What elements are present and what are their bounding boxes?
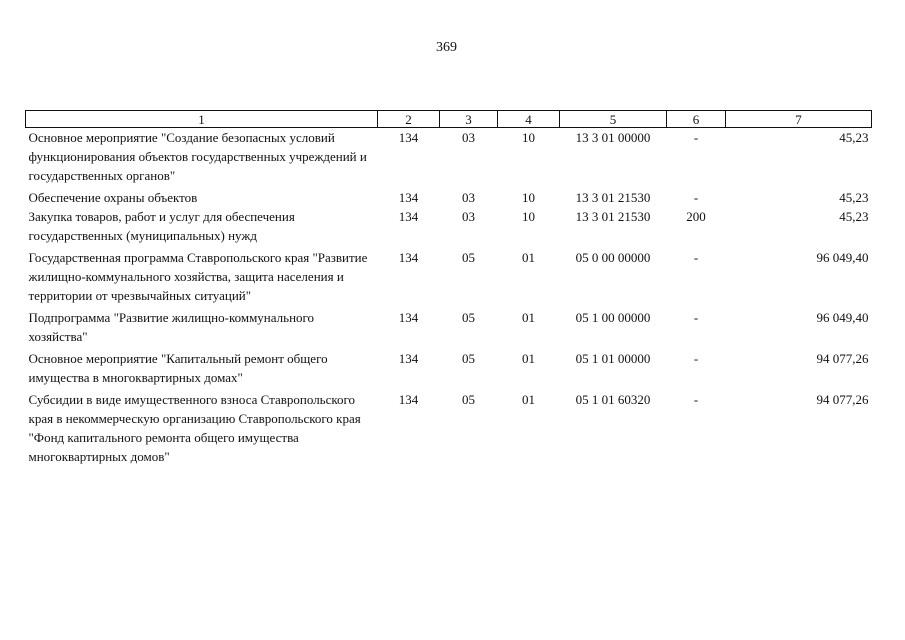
row-target-code: 13 3 01 21530 <box>575 209 651 224</box>
table-row <box>26 128 872 186</box>
row-subsection-code: 10 <box>522 190 535 205</box>
row-section-code: 03 <box>462 190 475 205</box>
row-subsection-code: 01 <box>522 310 535 325</box>
row-subsection-code: 01 <box>522 250 535 265</box>
row-ministry-code: 134 <box>398 310 419 325</box>
column-header-3: 3 <box>440 111 498 128</box>
row-expense-type: - <box>693 310 699 325</box>
row-target-code: 05 0 00 00000 <box>575 250 651 265</box>
row-ministry-code: 134 <box>398 190 419 205</box>
table-row <box>26 245 872 305</box>
row-expense-type: - <box>693 250 699 265</box>
row-amount: 45,23 <box>839 190 869 205</box>
row-amount: 45,23 <box>839 209 869 224</box>
row-ministry-code: 134 <box>398 130 419 145</box>
row-amount: 45,23 <box>839 130 869 145</box>
table-row <box>26 305 872 346</box>
row-amount: 94 077,26 <box>816 351 869 366</box>
row-subsection-code: 01 <box>522 351 535 366</box>
row-section-code: 03 <box>462 209 475 224</box>
column-header-6: 6 <box>667 111 726 128</box>
column-header-4: 4 <box>498 111 560 128</box>
row-ministry-code: 134 <box>398 250 419 265</box>
row-expense-type: - <box>693 130 699 145</box>
column-number-header-row <box>26 111 872 128</box>
row-expense-type: 200 <box>686 209 706 224</box>
row-name: Подпрограмма "Развитие жилищно-коммунального хозяйства" <box>28 310 315 344</box>
row-ministry-code: 134 <box>398 209 419 224</box>
row-name: Обеспечение охраны объектов <box>28 190 198 205</box>
row-amount: 94 077,26 <box>816 392 869 407</box>
row-name: Государственная программа Ставропольского края "Развитие жилищно-коммунального хозяйства, защита населения и территории от чрезвычайных ситуаций" <box>28 250 368 303</box>
column-header-5: 5 <box>560 111 667 128</box>
row-section-code: 03 <box>462 130 475 145</box>
row-subsection-code: 01 <box>522 392 535 407</box>
row-name: Субсидии в виде имущественного взноса Ставропольского края в некоммерческую организацию Ставропольского края "Фонд капитального ремонта общего имущества многоквартирных домов" <box>28 392 361 464</box>
row-target-code: 05 1 01 60320 <box>575 392 651 407</box>
page-number: 369 <box>436 40 457 55</box>
row-subsection-code: 10 <box>522 209 535 224</box>
row-name: Закупка товаров, работ и услуг для обеспечения государственных (муниципальных) нужд <box>28 209 295 243</box>
row-expense-type: - <box>693 190 699 205</box>
budget-table <box>25 110 872 466</box>
column-header-7: 7 <box>726 111 872 128</box>
table-row <box>26 346 872 387</box>
table-row <box>26 387 872 466</box>
row-section-code: 05 <box>462 250 475 265</box>
row-target-code: 05 1 01 00000 <box>575 351 651 366</box>
row-expense-type: - <box>693 351 699 366</box>
row-target-code: 13 3 01 00000 <box>575 130 651 145</box>
row-ministry-code: 134 <box>398 392 419 407</box>
row-amount: 96 049,40 <box>816 310 869 325</box>
row-name: Основное мероприятие "Создание безопасных условий функционирования объектов государственных учреждений и государственных органов" <box>28 130 367 183</box>
row-section-code: 05 <box>462 392 475 407</box>
row-amount: 96 049,40 <box>816 250 869 265</box>
table-row <box>26 185 872 207</box>
row-name: Основное мероприятие "Капитальный ремонт общего имущества в многоквартирных домах" <box>28 351 328 385</box>
row-section-code: 05 <box>462 351 475 366</box>
row-target-code: 05 1 00 00000 <box>575 310 651 325</box>
column-header-2: 2 <box>378 111 440 128</box>
row-subsection-code: 10 <box>522 130 535 145</box>
row-section-code: 05 <box>462 310 475 325</box>
row-expense-type: - <box>693 392 699 407</box>
table-row <box>26 207 872 245</box>
column-header-1: 1 <box>26 111 378 128</box>
row-target-code: 13 3 01 21530 <box>575 190 651 205</box>
row-ministry-code: 134 <box>398 351 419 366</box>
